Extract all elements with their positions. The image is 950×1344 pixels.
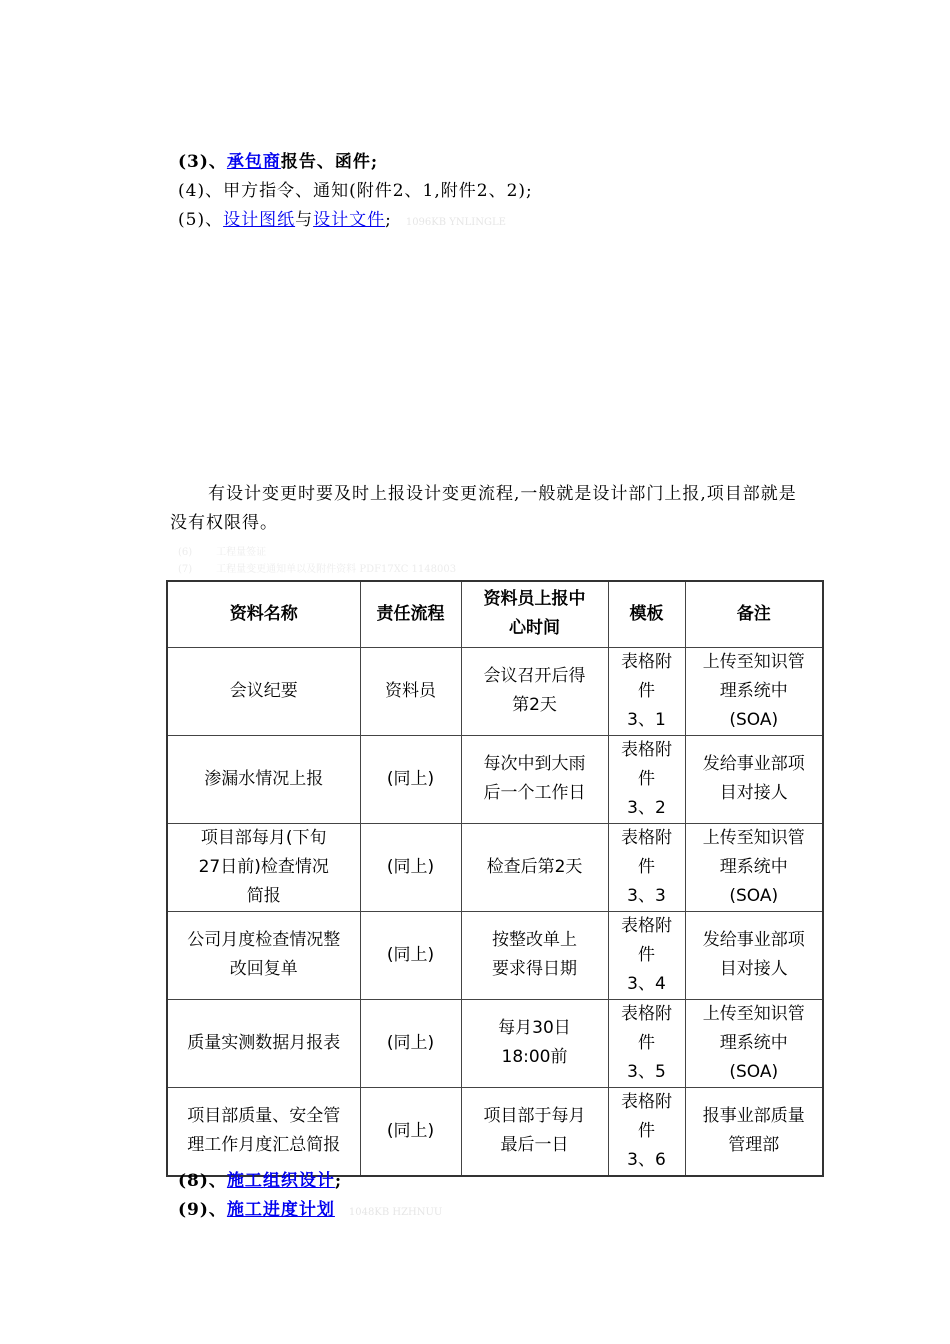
- cell-responsibility: (同上): [360, 1087, 461, 1176]
- cell-remarks: 上传至知识管 理系统中 (SOA): [685, 647, 823, 735]
- item4-text: (4)、甲方指令、通知(附件2、1,附件2、2);: [178, 181, 533, 201]
- cell-doc-name: 公司月度检查情况整 改回复单: [167, 911, 360, 999]
- cell-responsibility: (同上): [360, 735, 461, 823]
- construction-schedule-link[interactable]: 施工进度计划: [226, 1200, 335, 1220]
- item9-prefix: (9)、: [178, 1200, 227, 1220]
- design-change-paragraph: 有设计变更时要及时上报设计变更流程,一般就是设计部门上报,项目部就是没有权限得。: [170, 484, 797, 533]
- cell-remarks: 发给事业部项 目对接人: [685, 735, 823, 823]
- cell-template: 表格附 件 3、4: [608, 911, 685, 999]
- cell-remarks: 上传至知识管 理系统中 (SOA): [685, 999, 823, 1087]
- table-header-row: [167, 581, 823, 647]
- header-responsibility: 责任流程: [360, 581, 461, 647]
- cell-doc-name: 项目部每月(下旬 27日前)检查情况 简报: [167, 823, 360, 911]
- cell-report-time: 按整改单上 要求得日期: [461, 911, 608, 999]
- item9-faint-note: 1048KB HZHNUU: [348, 1207, 443, 1218]
- cell-template: 表格附 件 3、1: [608, 647, 685, 735]
- cell-responsibility: 资料员: [360, 647, 461, 735]
- table-row: [167, 823, 823, 911]
- list-item-9: [178, 1199, 442, 1224]
- cell-template: 表格附 件 3、3: [608, 823, 685, 911]
- header-doc-name: 资料名称: [167, 581, 360, 647]
- item8-suffix: ;: [334, 1171, 343, 1191]
- cell-doc-name: 会议纪要: [167, 647, 360, 735]
- faint-line-6-prefix: (6): [178, 547, 193, 558]
- item8-prefix: (8)、: [178, 1171, 227, 1191]
- faint-line-7-text: 工程量变更通知单以及附件资料 PDF17XC 1148003: [216, 564, 457, 575]
- cell-template: 表格附 件 3、6: [608, 1087, 685, 1176]
- table-row: [167, 911, 823, 999]
- header-remarks: 备注: [685, 581, 823, 647]
- cell-report-time: 每次中到大雨 后一个工作日: [461, 735, 608, 823]
- header-template: 模板: [608, 581, 685, 647]
- list-item-8: [178, 1170, 342, 1192]
- cell-responsibility: (同上): [360, 999, 461, 1087]
- item5-faint-note: 1096KB YNLINGLE: [405, 217, 506, 228]
- cell-report-time: 项目部于每月 最后一日: [461, 1087, 608, 1176]
- table-row: [167, 999, 823, 1087]
- item3-suffix: 报告、函件;: [280, 152, 379, 172]
- item5-prefix: (5)、: [178, 210, 224, 230]
- list-item-4: [178, 180, 533, 202]
- cell-report-time: 检查后第2天: [461, 823, 608, 911]
- cell-remarks: 报事业部质量 管理部: [685, 1087, 823, 1176]
- list-item-3: [178, 151, 378, 173]
- cell-doc-name: 质量实测数据月报表: [167, 999, 360, 1087]
- cell-remarks: 发给事业部项 目对接人: [685, 911, 823, 999]
- cell-doc-name: 项目部质量、安全管 理工作月度汇总简报: [167, 1087, 360, 1176]
- item5-mid: 与: [295, 210, 314, 230]
- faint-line-6: [178, 543, 266, 558]
- table-row: [167, 647, 823, 735]
- cell-report-time: 每月30日 18:00前: [461, 999, 608, 1087]
- construction-org-design-link[interactable]: 施工组织设计: [226, 1171, 335, 1191]
- table-row: [167, 735, 823, 823]
- report-schedule-table: [166, 580, 824, 1177]
- faint-line-7-prefix: (7): [178, 564, 193, 575]
- design-drawings-link[interactable]: 设计图纸: [223, 210, 296, 230]
- cell-remarks: 上传至知识管 理系统中 (SOA): [685, 823, 823, 911]
- cell-report-time: 会议召开后得 第2天: [461, 647, 608, 735]
- cell-responsibility: (同上): [360, 823, 461, 911]
- item3-prefix: (3)、: [178, 152, 227, 172]
- cell-template: 表格附 件 3、5: [608, 999, 685, 1087]
- item5-suffix: ;: [385, 210, 392, 230]
- header-report-time: 资料员上报中 心时间: [461, 581, 608, 647]
- list-item-5: [178, 209, 506, 234]
- contractor-link[interactable]: 承包商: [226, 152, 281, 172]
- faint-line-6-text: 工程量签证: [216, 547, 267, 558]
- cell-doc-name: 渗漏水情况上报: [167, 735, 360, 823]
- cell-responsibility: (同上): [360, 911, 461, 999]
- design-documents-link[interactable]: 设计文件: [313, 210, 386, 230]
- table-row: [167, 1087, 823, 1176]
- cell-template: 表格附 件 3、2: [608, 735, 685, 823]
- faint-line-7: [178, 560, 456, 575]
